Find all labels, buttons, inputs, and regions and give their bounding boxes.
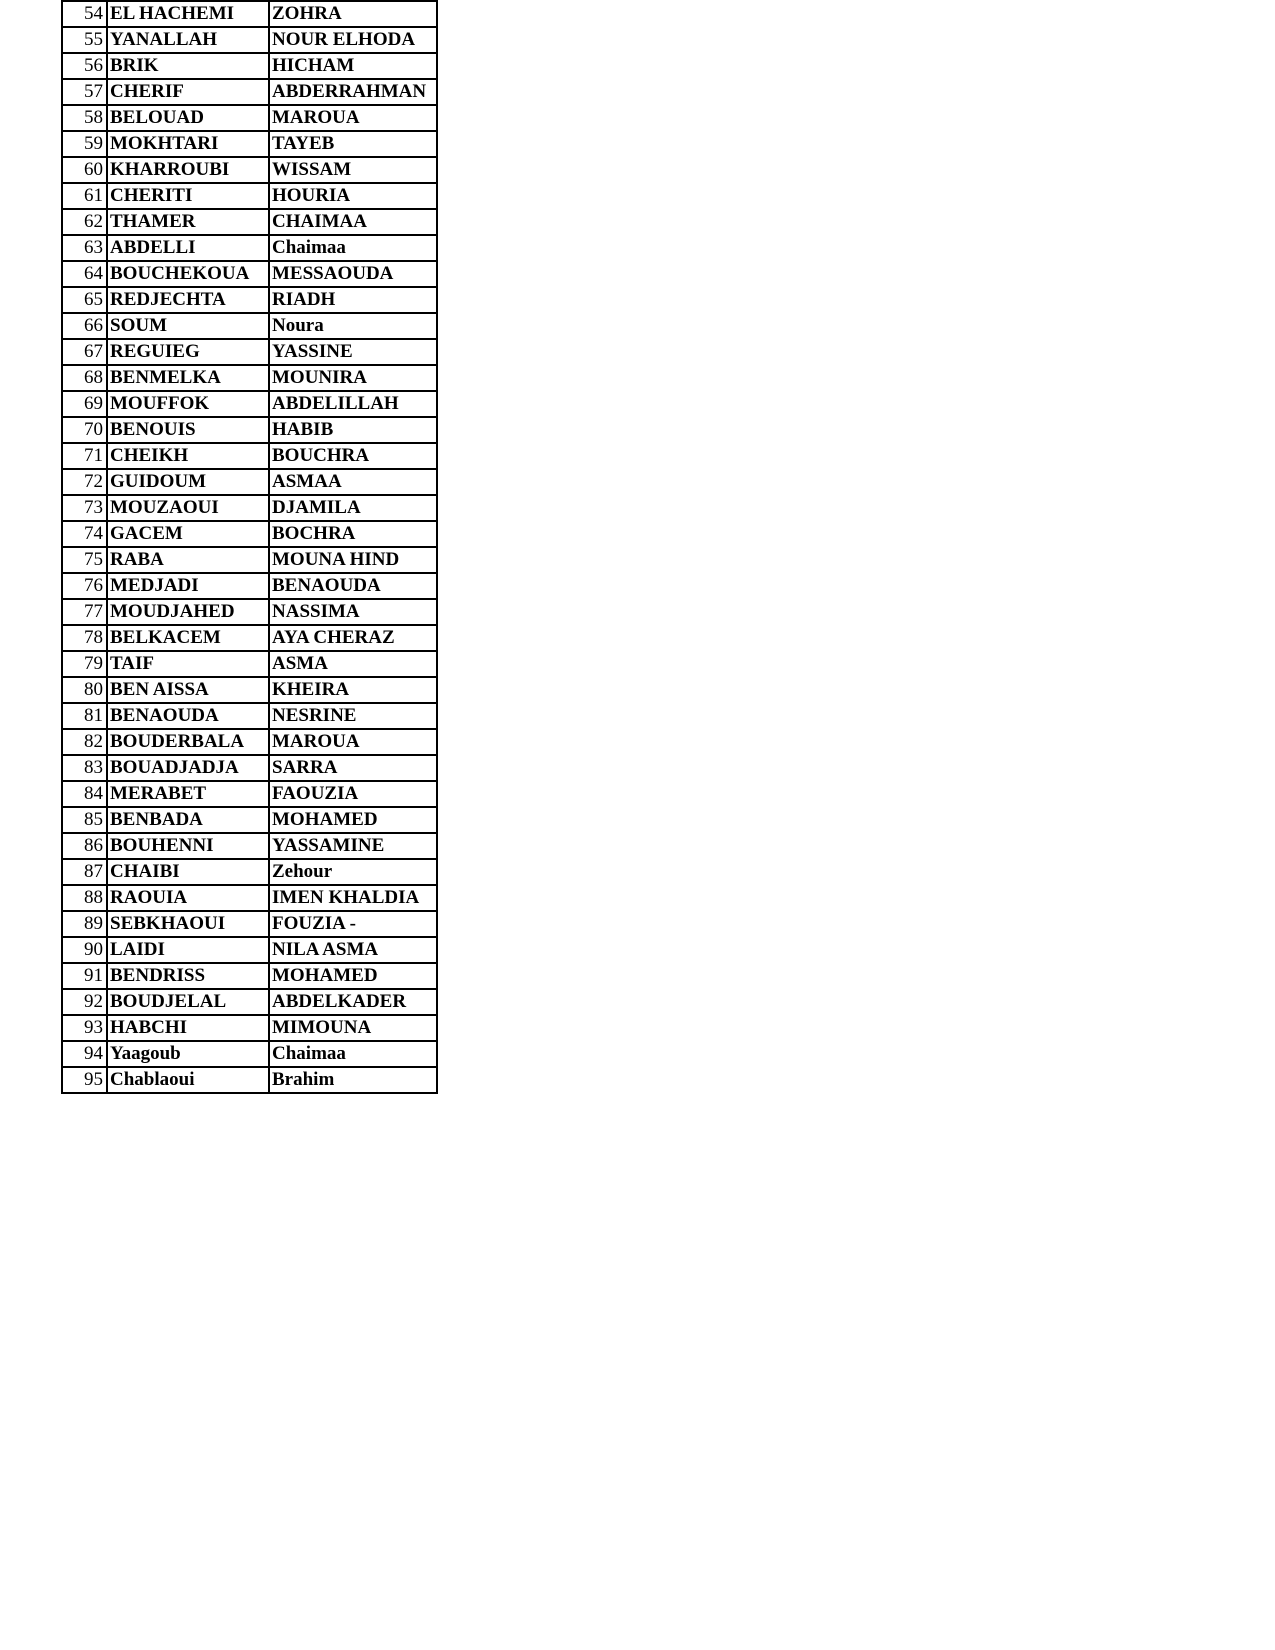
row-number: 57 bbox=[62, 79, 107, 105]
table-row bbox=[62, 521, 437, 547]
last-name-cell: BELKACEM bbox=[107, 625, 269, 651]
first-name-cell: SARRA bbox=[269, 755, 437, 781]
first-name-cell: YASSAMINE bbox=[269, 833, 437, 859]
row-number: 68 bbox=[62, 365, 107, 391]
first-name-cell: Noura bbox=[269, 313, 437, 339]
first-name-cell: YASSINE bbox=[269, 339, 437, 365]
last-name-cell: HABCHI bbox=[107, 1015, 269, 1041]
last-name-cell: BRIK bbox=[107, 53, 269, 79]
row-number: 88 bbox=[62, 885, 107, 911]
row-number: 91 bbox=[62, 963, 107, 989]
table-row bbox=[62, 937, 437, 963]
first-name-cell: MOHAMED bbox=[269, 807, 437, 833]
row-number: 72 bbox=[62, 469, 107, 495]
row-number: 82 bbox=[62, 729, 107, 755]
name-list-table bbox=[61, 0, 438, 1094]
table-row bbox=[62, 27, 437, 53]
table-row bbox=[62, 703, 437, 729]
first-name-cell: BOCHRA bbox=[269, 521, 437, 547]
row-number: 67 bbox=[62, 339, 107, 365]
last-name-cell: BEN AISSA bbox=[107, 677, 269, 703]
row-number: 81 bbox=[62, 703, 107, 729]
last-name-cell: RABA bbox=[107, 547, 269, 573]
name-list-body bbox=[62, 1, 437, 1093]
row-number: 92 bbox=[62, 989, 107, 1015]
first-name-cell: TAYEB bbox=[269, 131, 437, 157]
table-row bbox=[62, 417, 437, 443]
first-name-cell: BOUCHRA bbox=[269, 443, 437, 469]
table-row bbox=[62, 677, 437, 703]
row-number: 76 bbox=[62, 573, 107, 599]
first-name-cell: MAROUA bbox=[269, 729, 437, 755]
row-number: 71 bbox=[62, 443, 107, 469]
last-name-cell: MOUFFOK bbox=[107, 391, 269, 417]
row-number: 65 bbox=[62, 287, 107, 313]
table-row bbox=[62, 833, 437, 859]
first-name-cell: BENAOUDA bbox=[269, 573, 437, 599]
last-name-cell: BENDRISS bbox=[107, 963, 269, 989]
last-name-cell: MOUDJAHED bbox=[107, 599, 269, 625]
row-number: 54 bbox=[62, 1, 107, 27]
last-name-cell: BENBADA bbox=[107, 807, 269, 833]
first-name-cell: DJAMILA bbox=[269, 495, 437, 521]
row-number: 63 bbox=[62, 235, 107, 261]
last-name-cell: BOUHENNI bbox=[107, 833, 269, 859]
first-name-cell: KHEIRA bbox=[269, 677, 437, 703]
first-name-cell: MOUNA HIND bbox=[269, 547, 437, 573]
last-name-cell: TAIF bbox=[107, 651, 269, 677]
first-name-cell: HABIB bbox=[269, 417, 437, 443]
table-row bbox=[62, 729, 437, 755]
table-row bbox=[62, 911, 437, 937]
row-number: 70 bbox=[62, 417, 107, 443]
first-name-cell: MOHAMED bbox=[269, 963, 437, 989]
table-row bbox=[62, 79, 437, 105]
last-name-cell: THAMER bbox=[107, 209, 269, 235]
first-name-cell: Brahim bbox=[269, 1067, 437, 1093]
last-name-cell: BOUDERBALA bbox=[107, 729, 269, 755]
first-name-cell: MOUNIRA bbox=[269, 365, 437, 391]
first-name-cell: NOUR ELHODA bbox=[269, 27, 437, 53]
table-row bbox=[62, 547, 437, 573]
table-row bbox=[62, 1041, 437, 1067]
table-row bbox=[62, 625, 437, 651]
row-number: 59 bbox=[62, 131, 107, 157]
row-number: 69 bbox=[62, 391, 107, 417]
row-number: 80 bbox=[62, 677, 107, 703]
row-number: 64 bbox=[62, 261, 107, 287]
table-row bbox=[62, 989, 437, 1015]
table-row bbox=[62, 365, 437, 391]
last-name-cell: YANALLAH bbox=[107, 27, 269, 53]
table-row bbox=[62, 781, 437, 807]
row-number: 85 bbox=[62, 807, 107, 833]
table-row bbox=[62, 755, 437, 781]
last-name-cell: MERABET bbox=[107, 781, 269, 807]
table-row bbox=[62, 885, 437, 911]
first-name-cell: NILA ASMA bbox=[269, 937, 437, 963]
table-row bbox=[62, 495, 437, 521]
row-number: 77 bbox=[62, 599, 107, 625]
row-number: 89 bbox=[62, 911, 107, 937]
row-number: 84 bbox=[62, 781, 107, 807]
last-name-cell: EL HACHEMI bbox=[107, 1, 269, 27]
table-row bbox=[62, 261, 437, 287]
first-name-cell: FAOUZIA bbox=[269, 781, 437, 807]
table-row bbox=[62, 963, 437, 989]
last-name-cell: BOUADJADJA bbox=[107, 755, 269, 781]
last-name-cell: MOUZAOUI bbox=[107, 495, 269, 521]
last-name-cell: RAOUIA bbox=[107, 885, 269, 911]
table-row bbox=[62, 1, 437, 27]
first-name-cell: RIADH bbox=[269, 287, 437, 313]
table-row bbox=[62, 53, 437, 79]
first-name-cell: NESRINE bbox=[269, 703, 437, 729]
last-name-cell: SOUM bbox=[107, 313, 269, 339]
last-name-cell: CHEIKH bbox=[107, 443, 269, 469]
last-name-cell: BOUDJELAL bbox=[107, 989, 269, 1015]
table-row bbox=[62, 859, 437, 885]
first-name-cell: HOURIA bbox=[269, 183, 437, 209]
first-name-cell: Chaimaa bbox=[269, 235, 437, 261]
row-number: 55 bbox=[62, 27, 107, 53]
first-name-cell: NASSIMA bbox=[269, 599, 437, 625]
first-name-cell: WISSAM bbox=[269, 157, 437, 183]
row-number: 93 bbox=[62, 1015, 107, 1041]
first-name-cell: IMEN KHALDIA bbox=[269, 885, 437, 911]
last-name-cell: ABDELLI bbox=[107, 235, 269, 261]
last-name-cell: MEDJADI bbox=[107, 573, 269, 599]
row-number: 94 bbox=[62, 1041, 107, 1067]
table-row bbox=[62, 131, 437, 157]
last-name-cell: Chablaoui bbox=[107, 1067, 269, 1093]
first-name-cell: ZOHRA bbox=[269, 1, 437, 27]
first-name-cell: MIMOUNA bbox=[269, 1015, 437, 1041]
row-number: 74 bbox=[62, 521, 107, 547]
first-name-cell: MESSAOUDA bbox=[269, 261, 437, 287]
row-number: 66 bbox=[62, 313, 107, 339]
row-number: 86 bbox=[62, 833, 107, 859]
table-row bbox=[62, 1067, 437, 1093]
row-number: 78 bbox=[62, 625, 107, 651]
table-row bbox=[62, 391, 437, 417]
row-number: 73 bbox=[62, 495, 107, 521]
last-name-cell: Yaagoub bbox=[107, 1041, 269, 1067]
last-name-cell: CHERITI bbox=[107, 183, 269, 209]
row-number: 60 bbox=[62, 157, 107, 183]
table-row bbox=[62, 339, 437, 365]
first-name-cell: ABDERRAHMAN bbox=[269, 79, 437, 105]
first-name-cell: AYA CHERAZ bbox=[269, 625, 437, 651]
first-name-cell: ABDELKADER bbox=[269, 989, 437, 1015]
table-row bbox=[62, 599, 437, 625]
last-name-cell: BENAOUDA bbox=[107, 703, 269, 729]
last-name-cell: REGUIEG bbox=[107, 339, 269, 365]
row-number: 87 bbox=[62, 859, 107, 885]
first-name-cell: MAROUA bbox=[269, 105, 437, 131]
first-name-cell: ASMAA bbox=[269, 469, 437, 495]
last-name-cell: REDJECHTA bbox=[107, 287, 269, 313]
row-number: 61 bbox=[62, 183, 107, 209]
first-name-cell: FOUZIA - bbox=[269, 911, 437, 937]
last-name-cell: BELOUAD bbox=[107, 105, 269, 131]
row-number: 83 bbox=[62, 755, 107, 781]
first-name-cell: Zehour bbox=[269, 859, 437, 885]
table-row bbox=[62, 105, 437, 131]
first-name-cell: Chaimaa bbox=[269, 1041, 437, 1067]
last-name-cell: GUIDOUM bbox=[107, 469, 269, 495]
last-name-cell: GACEM bbox=[107, 521, 269, 547]
first-name-cell: HICHAM bbox=[269, 53, 437, 79]
table-row bbox=[62, 157, 437, 183]
last-name-cell: SEBKHAOUI bbox=[107, 911, 269, 937]
last-name-cell: BOUCHEKOUA bbox=[107, 261, 269, 287]
first-name-cell: ABDELILLAH bbox=[269, 391, 437, 417]
last-name-cell: MOKHTARI bbox=[107, 131, 269, 157]
table-row bbox=[62, 443, 437, 469]
table-row bbox=[62, 807, 437, 833]
table-row bbox=[62, 573, 437, 599]
last-name-cell: LAIDI bbox=[107, 937, 269, 963]
table-row bbox=[62, 313, 437, 339]
row-number: 79 bbox=[62, 651, 107, 677]
table-row bbox=[62, 183, 437, 209]
row-number: 56 bbox=[62, 53, 107, 79]
table-row bbox=[62, 287, 437, 313]
last-name-cell: CHERIF bbox=[107, 79, 269, 105]
last-name-cell: CHAIBI bbox=[107, 859, 269, 885]
table-row bbox=[62, 469, 437, 495]
table-row bbox=[62, 1015, 437, 1041]
first-name-cell: CHAIMAA bbox=[269, 209, 437, 235]
last-name-cell: KHARROUBI bbox=[107, 157, 269, 183]
row-number: 90 bbox=[62, 937, 107, 963]
table-row bbox=[62, 209, 437, 235]
row-number: 75 bbox=[62, 547, 107, 573]
table-row bbox=[62, 651, 437, 677]
row-number: 95 bbox=[62, 1067, 107, 1093]
table-row bbox=[62, 235, 437, 261]
last-name-cell: BENMELKA bbox=[107, 365, 269, 391]
first-name-cell: ASMA bbox=[269, 651, 437, 677]
row-number: 62 bbox=[62, 209, 107, 235]
last-name-cell: BENOUIS bbox=[107, 417, 269, 443]
row-number: 58 bbox=[62, 105, 107, 131]
